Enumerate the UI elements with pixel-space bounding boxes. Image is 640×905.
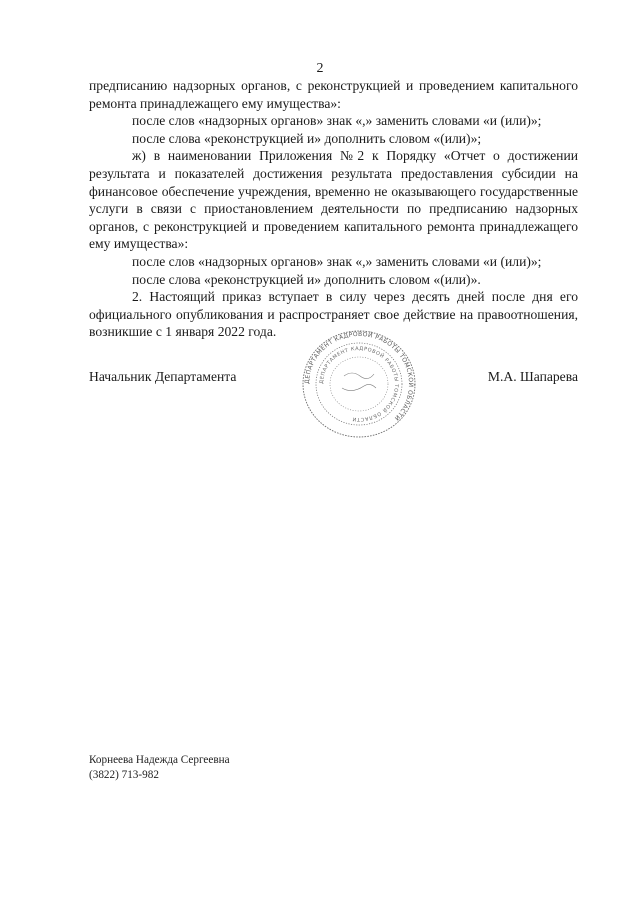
signatory-position: Начальник Департамента [89, 369, 237, 384]
stamp-inner-text: ДЕПАРТАМЕНТ КАДРОВОЙ РАБОТЫ ТОМСКОЙ ОБЛАСТИ [318, 345, 400, 423]
paragraph-amendment-3: после слов «надзорных органов» знак «,» заменить словами «и (или)»; [132, 253, 542, 269]
paragraph-amendment-1: после слов «надзорных органов» знак «,» заменить словами «и (или)»; [132, 113, 542, 129]
stamp-outer-text: ДЕПАРТАМЕНТ КАДРОВОЙ РАБОТЫ ТОМСКОЙ ОБЛАСТИ [303, 330, 415, 422]
executor-name: Корнеева Надежда Сергеевна [89, 754, 230, 766]
paragraph-item-zh: ж) в наименовании Приложения №2 к Порядку «Отчет о достижении результата и показателей достижения результата предоставления субсидии на финансовое обеспечение учреждения, временно не оказывающего государственные услуги в связи с приостановлением деятельности по предписанию надзорных органов, с реконструкцией и проведением капитального ремонта принадлежащего ему имущества»: [89, 148, 578, 252]
signatory-name: М.А. Шапарева [487, 369, 578, 384]
executor-phone: (3822) 713-982 [89, 769, 159, 781]
paragraph-amendment-2: после слова «реконструкцией и» дополнить словом «(или)»; [132, 130, 482, 146]
paragraph-continuation: предписанию надзорных органов, с реконструкцией и проведением капитального ремонта принадлежащего ему имущества»: [89, 78, 578, 111]
stamp-emblem-icon [342, 373, 376, 391]
executor-info [89, 753, 230, 783]
paragraph-effective-date: 2. Настоящий приказ вступает в силу через десять дней после дня его официального опубликования и распространяет свое действие на правоотношения, возникшие с 1 января 2022 года. [89, 289, 578, 340]
page-number: 2 [316, 61, 324, 76]
paragraph-amendment-4: после слова «реконструкцией и» дополнить словом «(или)». [132, 271, 481, 287]
official-seal-stamp [300, 328, 418, 440]
document-body [89, 77, 578, 341]
